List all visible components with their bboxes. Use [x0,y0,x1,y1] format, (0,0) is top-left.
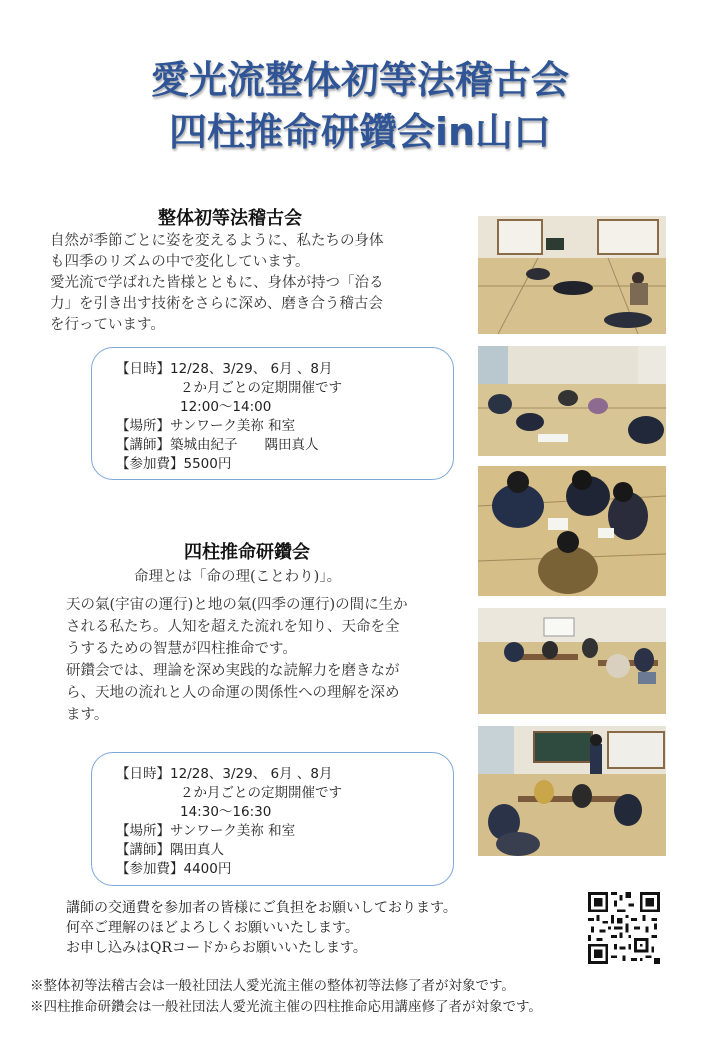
section1-body-line: 愛光流で学ばれた皆様とともに、身体が持つ「治る [50,275,384,291]
section2-body-line: ら、天地の流れと人の命運の関係性への理解を深め [66,685,400,701]
page-title-line-2: 四柱推命研鑽会in山口 [168,110,552,154]
section2-body [66,594,466,726]
fee-value: 4400円 [183,861,232,877]
disclaimers [30,976,542,1018]
instructor-label: 【講師】 [116,437,170,453]
instructor-value: 築城由紀子 隅田真人 [170,437,319,453]
frequency-text: ２か月ごとの定期開催です [180,785,342,801]
section2-body-line: ます。 [66,707,109,723]
section1-body-line: を行っています。 [50,317,165,333]
place-label: 【場所】 [116,823,170,839]
section2-lead: 命理とは「命の理(ことわり)」。 [134,569,342,585]
date-label: 【日時】 [116,361,170,377]
time-text: 14:30～16:30 [180,804,272,820]
section1-body [50,231,470,336]
section2-body-line: うするための智慧が四柱推命です。 [66,641,297,657]
time-text: 12:00～14:00 [180,399,272,415]
section2-body-line: される私たち。人知を超えた流れを知り、天命を全 [66,619,400,635]
instructor-value: 隅田真人 [170,842,224,858]
photo-study-group-1 [478,466,666,596]
fee-value: 5500円 [183,456,232,472]
footer-notes [66,898,457,958]
photo-practice-room-1 [478,216,666,334]
frequency-text: ２か月ごとの定期開催です [180,380,342,396]
page-title-line-1: 愛光流整体初等法稽古会 [150,58,569,102]
section1-heading: 整体初等法稽古会 [158,208,302,229]
section1-info-box [91,347,454,480]
section2-body-line: 天の氣(宇宙の運行)と地の氣(四季の運行)の間に生か [66,597,408,613]
footer-note-line: 何卒ご理解のほどよろしくお願いいたします。 [66,920,359,936]
fee-label: 【参加費】 [116,861,184,877]
date-value: 12/28、3/29、 6月 、8月 [170,766,333,782]
photo-practice-room-2 [478,346,666,456]
section1-body-line: も四季のリズムの中で変化しています。 [50,254,310,270]
section2-heading: 四柱推命研鑽会 [184,542,310,563]
date-value: 12/28、3/29、 6月 、8月 [170,361,333,377]
disclaimer-line: ※整体初等法稽古会は一般社団法人愛光流主催の整体初等法修了者が対象です。 [30,978,515,994]
place-label: 【場所】 [116,418,170,434]
place-value: サンワーク美祢 和室 [170,823,296,839]
photo-lecture [478,726,666,856]
disclaimer-line: ※四柱推命研鑽会は一般社団法人愛光流主催の四柱推命応用講座修了者が対象です。 [30,999,542,1015]
place-value: サンワーク美祢 和室 [170,418,296,434]
footer-note-line: お申し込みはQRコードからお願いいたします。 [66,940,367,956]
section1-body-line: 力」を引き出す技術をさらに深め、磨き合う稽古会 [50,296,383,312]
qr-code[interactable] [588,892,660,964]
instructor-label: 【講師】 [116,842,170,858]
date-label: 【日時】 [116,766,170,782]
photo-study-group-2 [478,608,666,714]
section2-info-box [91,752,454,886]
section1-body-line: 自然が季節ごとに姿を変えるように、私たちの身体 [50,233,384,249]
fee-label: 【参加費】 [116,456,184,472]
footer-note-line: 講師の交通費を参加者の皆様にご負担をお願いしております。 [66,900,457,916]
section2-body-line: 研鑽会では、理論を深め実践的な読解力を磨きなが [66,663,400,679]
